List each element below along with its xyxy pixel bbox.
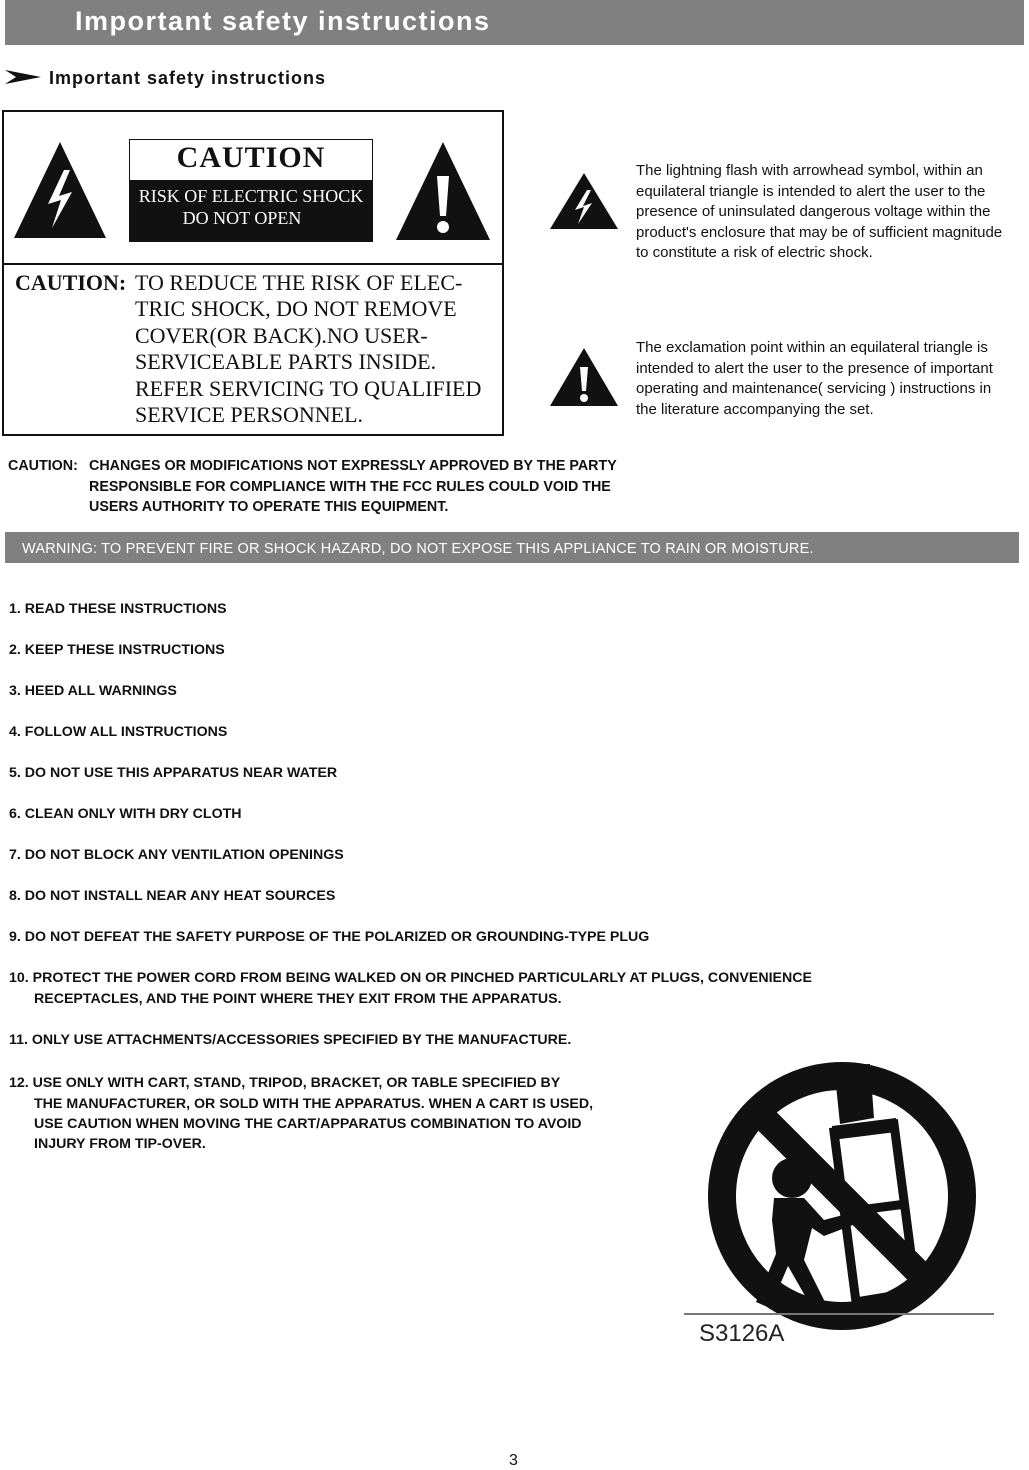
- instruction-item: 8. DO NOT INSTALL NEAR ANY HEAT SOURCES: [9, 888, 336, 904]
- caution-label-do-not-open: DO NOT OPEN: [182, 208, 302, 228]
- lightning-triangle-icon: [549, 172, 619, 230]
- instruction-item: 1. READ THESE INSTRUCTIONS: [9, 601, 227, 617]
- instruction-item: 6. CLEAN ONLY WITH DRY CLOTH: [9, 806, 242, 822]
- instruction-item: 7. DO NOT BLOCK ANY VENTILATION OPENINGS: [9, 847, 344, 863]
- caution-text-line: REFER SERVICING TO QUALIFIED: [135, 376, 482, 401]
- explanation-line: intended to alert the user to the presence of important: [636, 359, 993, 377]
- explanation-line: presence of uninsulated dangerous voltage within the: [636, 203, 991, 221]
- exclamation-triangle-icon: [394, 140, 492, 242]
- fcc-caution-prefix: CAUTION:: [8, 458, 78, 474]
- explanation-line: the literature accompanying the set.: [636, 400, 874, 418]
- instruction-item: 9. DO NOT DEFEAT THE SAFETY PURPOSE OF THE POLARIZED OR GROUNDING-TYPE PLUG: [9, 929, 650, 945]
- arrow-icon: [4, 68, 42, 86]
- instruction-item: 5. DO NOT USE THIS APPARATUS NEAR WATER: [9, 765, 338, 781]
- instruction-item-continued: USE CAUTION WHEN MOVING THE CART/APPARATUS COMBINATION TO AVOID: [34, 1116, 582, 1132]
- instruction-item: 12. USE ONLY WITH CART, STAND, TRIPOD, BRACKET, OR TABLE SPECIFIED BY: [9, 1075, 561, 1091]
- explanation-line: equilateral triangle is intended to alert the user to the: [636, 182, 986, 200]
- instruction-item: 4. FOLLOW ALL INSTRUCTIONS: [9, 724, 228, 740]
- exclamation-explanation: [636, 338, 1028, 420]
- explanation-line: operating and maintenance( servicing ) instructions in: [636, 380, 992, 398]
- caution-text-line: SERVICE PERSONNEL.: [135, 402, 364, 427]
- page-title: Important safety instructions: [75, 6, 491, 36]
- fcc-caution-line: CHANGES OR MODIFICATIONS NOT EXPRESSLY APPROVED BY THE PARTY: [89, 458, 617, 474]
- fcc-caution-line: RESPONSIBLE FOR COMPLIANCE WITH THE FCC RULES COULD VOID THE: [89, 479, 611, 495]
- lightning-explanation: [636, 161, 1028, 264]
- explanation-line: The lightning flash with arrowhead symbol, within an: [636, 162, 983, 179]
- caution-divider: [2, 263, 502, 265]
- lightning-triangle-icon: [12, 140, 108, 240]
- caution-label-title: CAUTION: [176, 141, 326, 174]
- exclamation-triangle-icon: [549, 347, 619, 407]
- instruction-item-continued: THE MANUFACTURER, OR SOLD WITH THE APPARATUS. WHEN A CART IS USED,: [34, 1096, 594, 1112]
- instruction-item: 3. HEED ALL WARNINGS: [9, 683, 177, 699]
- caution-text-line: SERVICEABLE PARTS INSIDE.: [135, 349, 437, 374]
- explanation-line: to constitute a risk of electric shock.: [636, 244, 873, 262]
- instruction-item: 10. PROTECT THE POWER CORD FROM BEING WALKED ON OR PINCHED PARTICULARLY AT PLUGS, CONVENIENCE: [9, 970, 812, 986]
- explanation-line: product's enclosure that may be of sufficient magnitude: [636, 223, 1003, 241]
- instruction-item: 11. ONLY USE ATTACHMENTS/ACCESSORIES SPECIFIED BY THE MANUFACTURE.: [9, 1032, 572, 1048]
- figure-code: S3126A: [699, 1320, 785, 1347]
- caution-text-line: TO REDUCE THE RISK OF ELEC-: [135, 270, 463, 295]
- instruction-item: 2. KEEP THESE INSTRUCTIONS: [9, 642, 225, 658]
- caution-text-line: COVER(OR BACK).NO USER-: [135, 323, 428, 348]
- instruction-item-continued: RECEPTACLES, AND THE POINT WHERE THEY EXIT FROM THE APPARATUS.: [34, 991, 562, 1007]
- instruction-item-continued: INJURY FROM TIP-OVER.: [34, 1136, 206, 1152]
- section-heading: Important safety instructions: [49, 68, 327, 88]
- caution-prefix: CAUTION:: [15, 270, 127, 295]
- fcc-caution-line: USERS AUTHORITY TO OPERATE THIS EQUIPMENT.: [89, 499, 449, 515]
- no-cart-tip-over-icon: [684, 1060, 1004, 1330]
- caution-label-risk: RISK OF ELECTRIC SHOCK: [138, 186, 364, 206]
- page-number: 3: [509, 1452, 518, 1469]
- caution-text-line: TRIC SHOCK, DO NOT REMOVE: [135, 296, 457, 321]
- explanation-line: The exclamation point within an equilateral triangle is: [636, 339, 988, 356]
- warning-text: WARNING: TO PREVENT FIRE OR SHOCK HAZARD, DO NOT EXPOSE THIS APPLIANCE TO RAIN OR MOISTURE.: [22, 541, 814, 557]
